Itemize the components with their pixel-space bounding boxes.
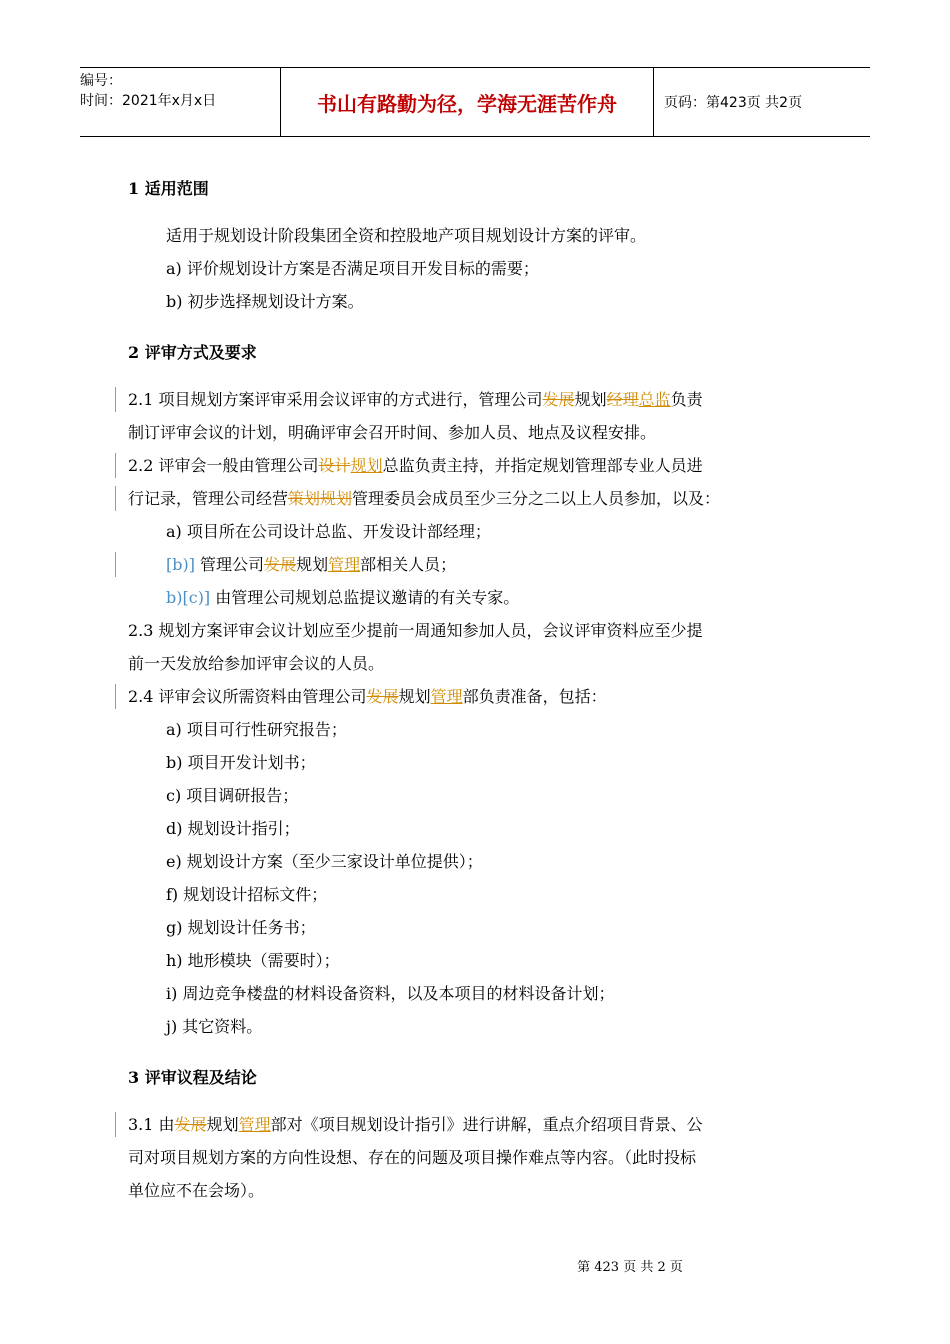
format-change-marker: b)[c)]: [166, 588, 211, 607]
deleted-text: 策划规划: [288, 489, 353, 508]
clause-2-2-line-2: 行记录，管理公司经营策划规划管理委员会成员至少三分之二以上人员参加，以及：: [128, 482, 828, 515]
inserted-text: 管理: [328, 555, 361, 574]
clause-2-2-item-c: b)[c)] 由管理公司规划总监提议邀请的有关专家。: [166, 588, 520, 607]
inserted-text: 总监: [638, 390, 671, 409]
clause-3-1-line-3: 单位应不在会场）。: [128, 1181, 265, 1200]
inserted-text: 规划: [350, 456, 383, 475]
deleted-text: 设计: [318, 456, 351, 475]
document-body: [128, 172, 828, 1207]
clause-2-3-line-1: 2.3 规划方案评审会议计划应至少提前一周通知参加人员，会议评审资料应至少提: [128, 621, 703, 640]
header-number: 编号：: [80, 73, 122, 89]
deleted-text: 经理: [606, 390, 639, 409]
header-motto: 书山有路勤为径，学海无涯苦作舟: [281, 68, 654, 136]
revision-bar: [115, 1112, 116, 1137]
list-item: i) 周边竞争楼盘的材料设备资料，以及本项目的材料设备计划；: [166, 984, 615, 1003]
clause-2-1-line-1: 2.1 项目规划方案评审采用会议评审的方式进行，管理公司发展规划经理总监负责: [128, 383, 828, 416]
section-1-item-a: a) 评价规划设计方案是否满足项目开发目标的需要；: [166, 259, 539, 278]
deleted-text: 发展: [174, 1115, 207, 1134]
list-item: a) 项目可行性研究报告；: [166, 720, 347, 739]
header-time: 时间：2021年x月x日: [80, 93, 217, 109]
inserted-text: 管理: [430, 687, 463, 706]
section-2-heading: 2 评审方式及要求: [128, 343, 257, 362]
revision-bar: [115, 684, 116, 709]
inserted-text: 管理: [238, 1115, 271, 1134]
revision-bar: [115, 552, 116, 577]
clause-3-1-line-2: 司对项目规划方案的方向性设想、存在的问题及项目操作难点等内容。（此时投标: [128, 1148, 697, 1167]
header-page-code: 页码：第423页 共2页: [664, 95, 803, 111]
format-change-marker: [b)]: [166, 555, 195, 574]
list-item: f) 规划设计招标文件；: [166, 885, 328, 904]
revision-bar: [115, 453, 116, 478]
page-header: [80, 67, 870, 137]
clause-2-1-line-2: 制订评审会议的计划，明确评审会召开时间、参加人员、地点及议程安排。: [128, 423, 657, 442]
revision-bar: [115, 387, 116, 412]
clause-2-2-item-b: [b)] 管理公司发展规划管理部相关人员；: [128, 548, 828, 581]
deleted-text: 发展: [542, 390, 575, 409]
list-item: g) 规划设计任务书；: [166, 918, 316, 937]
clause-2-2-item-a: a) 项目所在公司设计总监、开发设计部经理；: [166, 522, 491, 541]
clause-2-2-line-1: 2.2 评审会一般由管理公司设计规划总监负责主持，并指定规划管理部专业人员进: [128, 449, 828, 482]
list-item: j) 其它资料。: [166, 1017, 263, 1036]
clause-2-3-line-2: 前一天发放给参加评审会议的人员。: [128, 654, 385, 673]
list-item: d) 规划设计指引；: [166, 819, 300, 838]
header-meta: [80, 68, 281, 136]
clause-3-1-line-1: 3.1 由发展规划管理部对《项目规划设计指引》进行讲解，重点介绍项目背景、公: [128, 1108, 828, 1141]
section-1-paragraph: 适用于规划设计阶段集团全资和控股地产项目规划设计方案的评审。: [166, 226, 647, 245]
deleted-text: 发展: [264, 555, 297, 574]
section-3-heading: 3 评审议程及结论: [128, 1068, 257, 1087]
list-item: c) 项目调研报告；: [166, 786, 299, 805]
deleted-text: 发展: [366, 687, 399, 706]
section-1-item-b: b) 初步选择规划设计方案。: [166, 292, 364, 311]
list-item: b) 项目开发计划书；: [166, 753, 316, 772]
list-item: h) 地形模块（需要时）；: [166, 951, 340, 970]
clause-2-4-line-1: 2.4 评审会议所需资料由管理公司发展规划管理部负责准备，包括：: [128, 680, 828, 713]
list-item: e) 规划设计方案（至少三家设计单位提供）；: [166, 852, 483, 871]
revision-bar: [115, 486, 116, 511]
page-footer: 第 423 页 共 2 页: [577, 1260, 683, 1275]
section-1-heading: 1 适用范围: [128, 179, 209, 198]
